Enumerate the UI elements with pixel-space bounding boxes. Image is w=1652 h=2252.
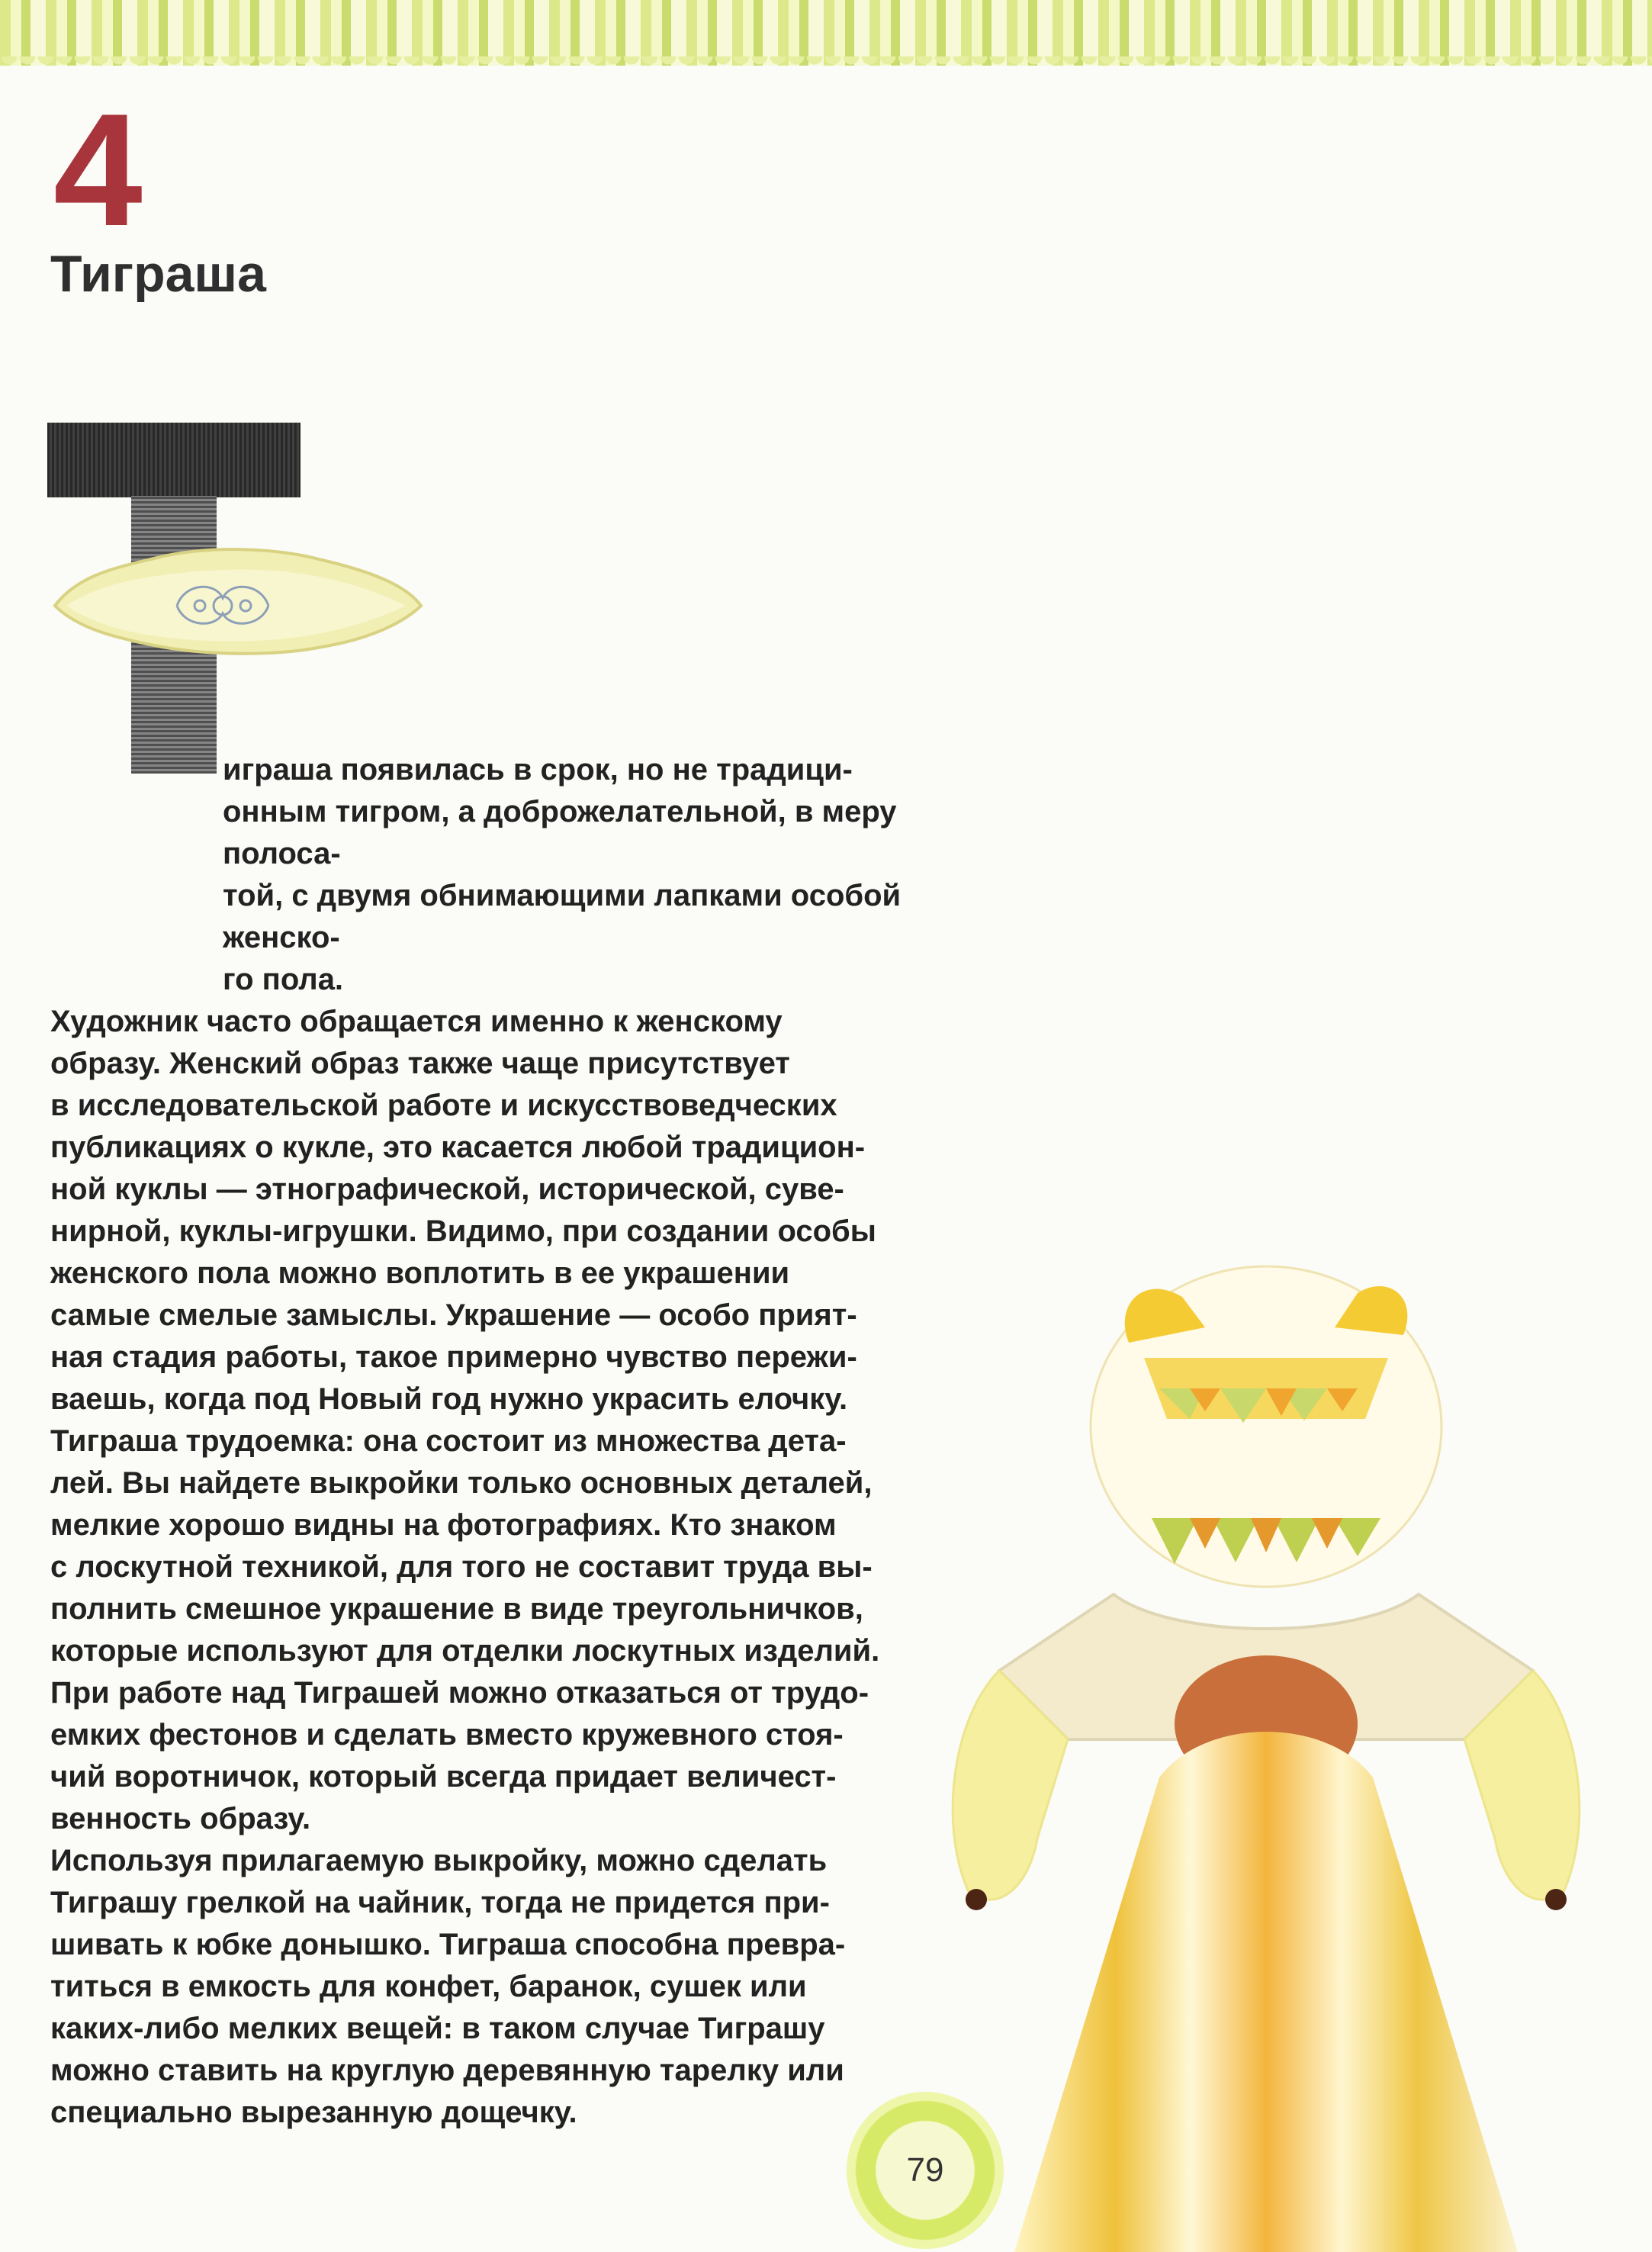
paragraph-intro — [50, 749, 935, 1001]
dropcap-bar — [47, 423, 301, 497]
chapter-number: 4 — [53, 80, 143, 259]
page-number-badge — [847, 2092, 1004, 2249]
article-body — [50, 749, 935, 2134]
paragraph-intro-text: играша появилась в срок, но не традици- онным тигром, а доброжелательной, в меру полоса- той, с двумя обнимающими лапками особой женско- го пола. — [223, 753, 902, 996]
paragraph-collar: При работе над Тиграшей можно отказаться от трудо- емких фестонов и сделать вместо кружевного стоя- чий воротничок, который всегда придает величест- венность образу. — [50, 1676, 869, 1835]
decorative-border — [0, 0, 1652, 66]
paragraph-female-image: Художник часто обращается именно к женскому образу. Женский образ также чаще присутствует в исследовательской работе и искусствоведческих публикациях о кукле, это касается любой традицион- ной куклы — этнографической, исторической, суве- нирной, куклы-игрушки. Видимо, при создании особы женского пола можно воплотить в ее украшении самые смелые замыслы. Украшение — особо прият- ная стадия работы, такое примерно чувство пережи- ваешь, когда под Новый год нужно украсить елочку. — [50, 1005, 876, 1416]
dropcap-t-illustration — [47, 423, 301, 774]
lace-doily-image — [47, 522, 429, 674]
paragraph-labor: Тиграша трудоемка: она состоит из множества дета- лей. Вы найдете выкройки только основных деталей, мелкие хорошо видны на фотографиях. Кто знаком с лоскутной техникой, для того не составит труда вы- полнить смешное украшение в виде треугольничков, которые используют для отделки лоскутных изделий. — [50, 1424, 880, 1668]
doll-photo — [885, 1243, 1652, 2252]
paragraph-usage: Используя прилагаемую выкройку, можно сделать Тиграшу грелкой на чайник, тогда не придется при- шивать к юбке донышко. Тиграша способна превра- титься в емкость для конфет, баранок, сушек или каких-либо мелких вещей: в таком случае Тиграшу можно ставить на круглую деревянную тарелку или специально вырезанную дощечку. — [50, 1844, 846, 2129]
page-number: 79 — [906, 2151, 944, 2189]
chapter-title: Тиграша — [50, 245, 266, 303]
